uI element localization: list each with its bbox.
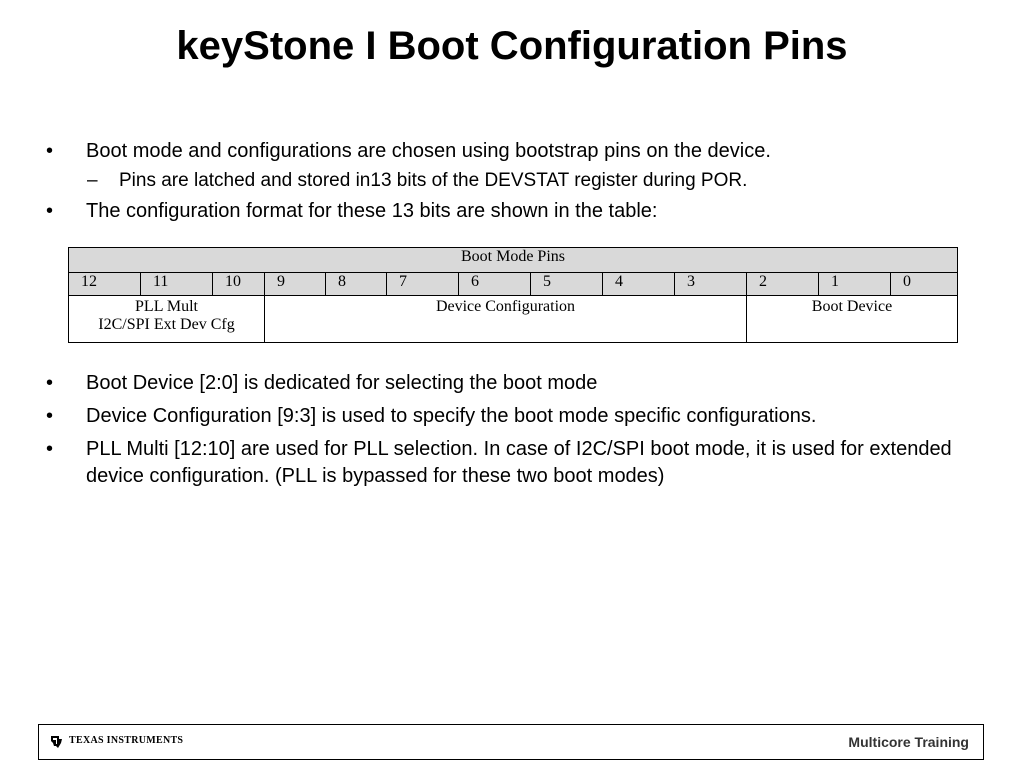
boot-mode-pins-table	[68, 247, 958, 343]
boot-device-cell: Boot Device	[747, 296, 958, 343]
bit-cell: 2	[747, 273, 819, 296]
bullet-icon: •	[46, 372, 54, 394]
sub-bullet-text: Pins are latched and stored in13 bits of the DEVSTAT register during POR.	[119, 170, 748, 191]
bullet-item	[46, 370, 986, 397]
dash-icon: –	[87, 170, 98, 191]
bullet-item	[46, 436, 986, 490]
bit-cell: 10	[213, 273, 265, 296]
bullet-text: Boot Device [2:0] is dedicated for selecting the boot mode	[86, 372, 598, 394]
bullet-list-top	[46, 138, 986, 231]
bullet-text: The configuration format for these 13 bits are shown in the table:	[86, 200, 658, 222]
bit-cell: 0	[891, 273, 958, 296]
bit-cell: 1	[819, 273, 891, 296]
bullet-icon: •	[46, 405, 54, 427]
bullet-text: Boot mode and configurations are chosen using bootstrap pins on the device.	[86, 140, 771, 162]
sub-bullet-item	[46, 167, 986, 194]
bullet-icon: •	[46, 438, 54, 460]
slide-title: keyStone I Boot Configuration Pins	[176, 24, 848, 68]
bullet-text: PLL Multi [12:10] are used for PLL selection. In case of I2C/SPI boot mode, it is used for extended device configuration. (PLL is bypassed for these two boot modes)	[86, 438, 952, 487]
bullet-icon: •	[46, 200, 54, 222]
bit-cell: 12	[69, 273, 141, 296]
bit-cell: 7	[387, 273, 459, 296]
bit-cell: 5	[531, 273, 603, 296]
bullet-list-bottom	[46, 370, 986, 496]
bit-numbers-row	[69, 273, 958, 296]
device-configuration-cell: Device Configuration	[265, 296, 747, 343]
i2c-spi-label: I2C/SPI Ext Dev Cfg	[98, 316, 235, 333]
company-name: TEXAS INSTRUMENTS	[69, 735, 184, 746]
bullet-item	[46, 403, 986, 430]
pll-mult-cell	[69, 296, 265, 343]
bit-groups-row	[69, 296, 958, 343]
footer-course-title: Multicore Training	[848, 734, 969, 750]
pll-mult-label: PLL Mult	[135, 298, 198, 315]
bullet-item	[46, 138, 986, 165]
bit-cell: 3	[675, 273, 747, 296]
bullet-text: Device Configuration [9:3] is used to specify the boot mode specific configurations.	[86, 405, 817, 427]
texas-instruments-logo-icon	[49, 734, 65, 750]
bullet-item	[46, 198, 986, 225]
bit-cell: 6	[459, 273, 531, 296]
table-header: Boot Mode Pins	[69, 248, 958, 273]
slide-footer	[38, 724, 984, 760]
bit-cell: 11	[141, 273, 213, 296]
bit-cell: 4	[603, 273, 675, 296]
bit-cell: 8	[326, 273, 387, 296]
bullet-icon: •	[46, 140, 54, 162]
bit-cell: 9	[265, 273, 326, 296]
